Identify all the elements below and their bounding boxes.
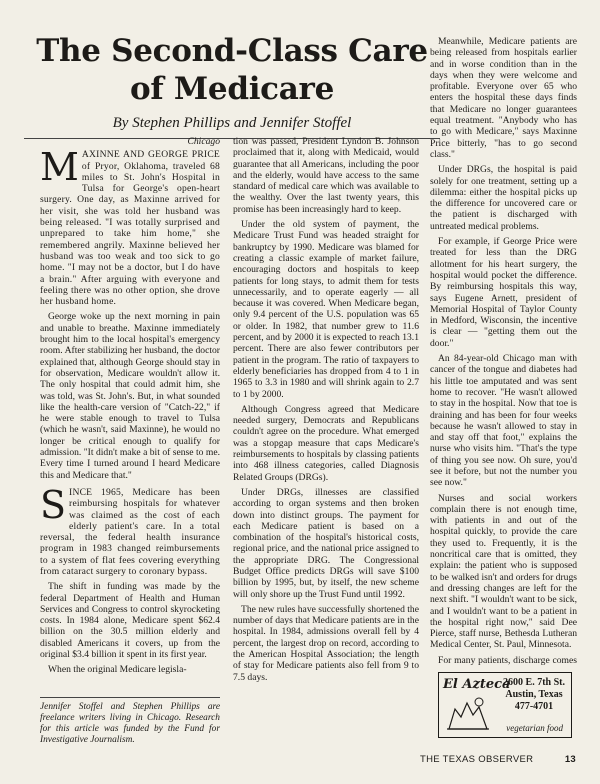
paragraph: The shift in funding was made by the federal Department of Health and Human Services and Congress to control skyrocketing costs. In 1984 alone, Medicare spent $62.4 billion on the 30.5 million elderly and disabled Americans it covers, up from the original $3.4 billion it spent in its first year.: [40, 581, 220, 661]
paragraph: tion was passed, President Lyndon B. Johnson proclaimed that it, along with Medicaid, would guarantee that all Americans, including the poor and the elderly, would have access to the same standard of medical care which was available to the wealthy. Over the last twenty years, this promise has been increasingly hard to keep.: [233, 136, 419, 215]
drop-cap: S: [40, 482, 67, 527]
ad-logo: El Azteca: [443, 677, 511, 692]
paragraph: George woke up the next morning in pain and unable to breathe. Maxinne immediately brought him to the local hospital's emergency room. After stabilizing her husband, the doctor explained that, although George should stay in for observation, Medicare wouldn't allow it. The only hospital that could admit him, she was told, was St. John's. But, in what sounded like the health-care version of "Catch-22," if he were stable enough to travel to Tulsa (which he wasn't, said Maxinne), he would no longer be critical enough to qualify for admission. "It didn't make a bit of sense to me. Every time I turned around I heard Medicare this and Medicare that.": [40, 311, 220, 481]
page-footer: [420, 754, 580, 768]
paragraph: For many patients, discharge comes: [438, 654, 577, 666]
paragraph: When the original Medicare legisla-: [48, 664, 187, 674]
paragraph: Under the old system of payment, the Medicare Trust Fund was headed straight for bankruptcy by 1990. Medicare was blamed for creating a classic example of market failure, encouraging doctors and hospitals to keep patients for long stays, to admit them for tests unnecessarily, and to operate eagerly — all because it was covered. When Medicare began, only 9.4 percent of the U.S. population was 65 or older. In 1982, that number grew to 11.6 percent, and by 2000 it is expected to reach 13.1 percent. There are also fewer contributors per patient in the program. The ratio of taxpayers to elderly beneficiaries has dropped from 4 to 1 in 1965 to 3.3 in 1980 and will shrink again to 2.7 to 1 by 2000.: [233, 219, 419, 400]
paragraph: Nurses and social workers complain there is not enough time, with patients in and out of the hospital quickly, to provide the care they used to. Frequently, it is the noncritical care that is omitted, they explain: the patient who is supposed to be walked isn't and orders for drugs and dressing changes are left for the next shift. "I wouldn't want to be sick, and I wouldn't want to be a patient in the hospital right now," said Dee Pierce, staff nurse, Bethesda Lutheran Medical Center, St. Paul, Minnesota.: [430, 492, 577, 651]
dateline: Chicago: [187, 136, 220, 147]
advertisement: [438, 672, 572, 738]
paragraph: For example, if George Price were treated for less than the DRG allotment for his heart surgery, the hospital would pocket the difference. By reimbursing hospitals this way, says Eugene Arnett, president of Memorial Hospital of Taylor County in Medford, Wisconsin, the incentive is clear — "getting them out the door.": [430, 236, 577, 349]
paragraph: An 84-year-old Chicago man with cancer of the tongue and diabetes had his little toe amputated and was sent home to recover. "He wasn't allowed to stay in the hospital. Now that toe is draining and has been for four weeks because he wasn't allowed to stay in and stay off that foot," explains the nurse who visits him. "That's the type of thing you see now. Oh sure, you'd see it before, but not the number you see now.": [430, 353, 577, 489]
author-bio: Jennifer Stoffel and Stephen Phillips are freelance writers living in Chicago. Research for this article was funded by the Fund for Investigative Journalism.: [40, 697, 220, 746]
article-byline: By Stephen Phillips and Jennifer Stoffel: [112, 115, 352, 131]
ad-phone: 477-4701: [514, 701, 554, 712]
article-headline: The Second-Class Care of Medicare: [36, 33, 428, 107]
paragraph: Although Congress agreed that Medicare needed surgery, Democrats and Republicans couldn't agree on the procedure. What emerged was a stopgap measure that caps Medicare's reimbursements to hospitals by classing patients into 468 illness categories, called Diagnosis Related Groups (DRGs).: [233, 403, 419, 483]
column-1: [40, 136, 220, 674]
page-number: 13: [564, 754, 576, 765]
paragraph: Under DRGs, illnesses are classified according to organ systems and then broken down into distinct groups. The payment for each Medicare patient is based on a combination of the hospital's historical costs, regional price, and the national price assigned to the appropriate DRG. The Congressional Budget Office predicts DRGs will save $100 billion by 1995, but, by itself, the new scheme will only shore up the Trust Fund until 1992.: [233, 486, 419, 600]
ad-illustration-icon: [445, 695, 491, 731]
paragraph: Under DRGs, the hospital is paid solely for one treatment, setting up a dilemma: either the hospital picks up the difference for uncovered care or the patient is discharged with untreated medical problems.: [430, 164, 577, 232]
drop-cap: M: [40, 145, 79, 190]
headline-block: [24, 32, 440, 139]
paragraph: The new rules have successfully shortened the number of days that Medicare patients are in the hospital. In 1984, admissions overall fell by 4 percent, the largest drop on record, according to the American Hospital Association; the length of stay for Medicare patients also fell from 9 to 7.5 days.: [233, 603, 419, 683]
paragraph: MAXINNE AND GEORGE PRICE of Pryor, Oklahoma, traveled 68 miles to St. John's Hospital in Tulsa for George's open-heart surgery. One day, as Maxinne arrived for her visit, she was told her husband was being released. "I was totally surprised and unprepared to take him home," she remembered angrily. Maxinne believed her husband was too weak and too sick to go home. "I may not be a doctor, but I do have a brain." After arguing with everyone and feeling there was no other option, she drove her husband home.: [40, 145, 220, 308]
ad-street: 2600 E. 7th St.: [503, 677, 565, 688]
paragraph: SINCE 1965, Medicare has been reimbursing hospitals for whatever was claimed as the cost of each elderly patient's care. In a total reversal, the federal health insurance program in 1983 changed reimbursements to a system of flat fees covering everything from cataract surgery to coronary bypass.: [40, 482, 220, 577]
publication-name: THE TEXAS OBSERVER: [420, 754, 534, 765]
ad-tagline: vegetarian food: [506, 723, 563, 733]
column-3: [430, 36, 577, 666]
column-2: [233, 136, 419, 736]
paragraph: Meanwhile, Medicare patients are being released from hospitals earlier and in worse condition than in the days when they were welcome and profitable. Everyone over 65 who enters the hospital these days finds that Medicare no longer guarantees equal treatment. "Anybody who has to go with Medicare," says Maxinne Price bitterly, "has to go second class.": [430, 36, 577, 160]
ad-city: Austin, Texas: [505, 689, 563, 700]
ad-address: [503, 677, 565, 713]
